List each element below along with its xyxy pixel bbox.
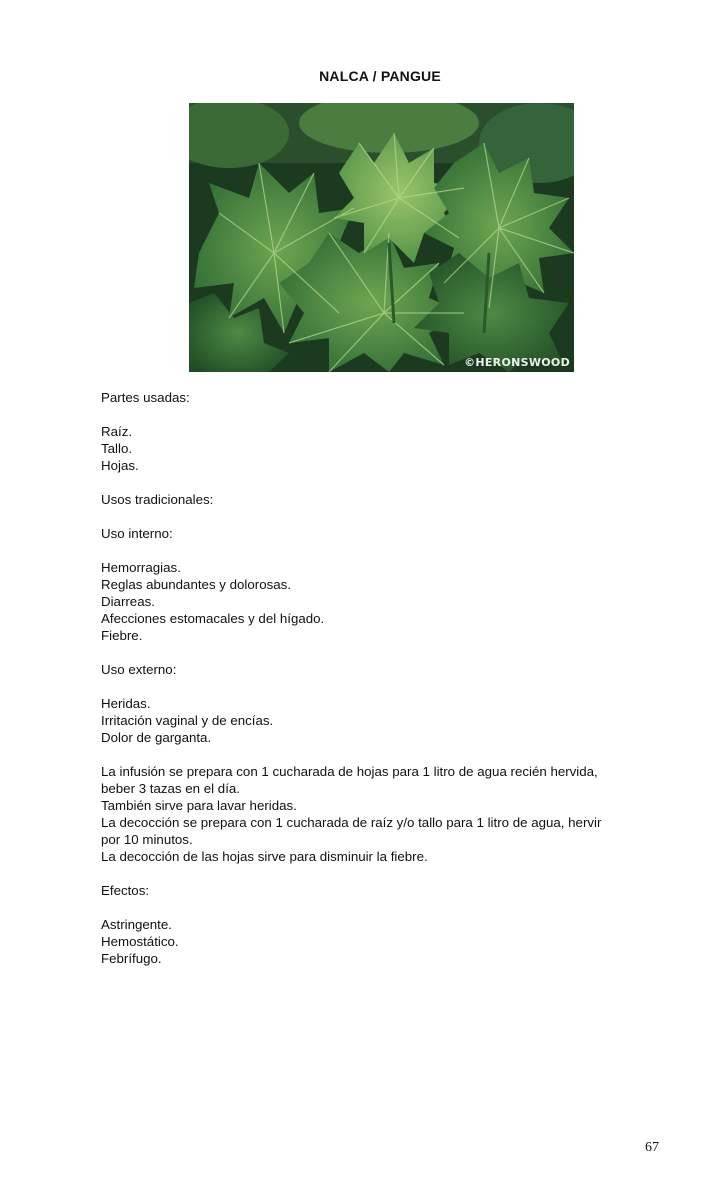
- spacer: [101, 899, 661, 916]
- spacer: [101, 746, 661, 763]
- list-item: Hojas.: [101, 458, 139, 473]
- photo-watermark: ©HERONSWOOD: [464, 356, 570, 369]
- preparation-line: por 10 minutos.: [101, 832, 193, 847]
- list-item: Hemostático.: [101, 934, 179, 949]
- preparation-line: La decocción se prepara con 1 cucharada de raíz y/o tallo para 1 litro de agua, hervir: [101, 815, 602, 830]
- plant-photo: [189, 103, 574, 372]
- list-item: Diarreas.: [101, 594, 155, 609]
- list-item: Afecciones estomacales y del hígado.: [101, 611, 325, 626]
- list-item: Heridas.: [101, 696, 151, 711]
- preparation-line: También sirve para lavar heridas.: [101, 798, 297, 813]
- list-item: Fiebre.: [101, 628, 143, 643]
- preparation-line: beber 3 tazas en el día.: [101, 781, 240, 796]
- spacer: [101, 644, 661, 661]
- list-item: Hemorragias.: [101, 560, 181, 575]
- list-item: Irritación vaginal y de encías.: [101, 713, 274, 728]
- list-item: Tallo.: [101, 441, 133, 456]
- heading-uso-externo: Uso externo:: [101, 662, 177, 677]
- nalca-leaves-illustration: [189, 103, 574, 372]
- spacer: [101, 508, 661, 525]
- spacer: [101, 474, 661, 491]
- heading-uso-interno: Uso interno:: [101, 526, 173, 541]
- spacer: [101, 406, 661, 423]
- list-item: Reglas abundantes y dolorosas.: [101, 577, 291, 592]
- page-number: 67: [645, 1140, 659, 1155]
- preparation-line: La decocción de las hojas sirve para disminuir la fiebre.: [101, 849, 428, 864]
- heading-efectos: Efectos:: [101, 883, 150, 898]
- heading-partes-usadas: Partes usadas:: [101, 390, 190, 405]
- page-content: [101, 389, 661, 967]
- list-item: Raíz.: [101, 424, 133, 439]
- spacer: [101, 865, 661, 882]
- list-item: Dolor de garganta.: [101, 730, 212, 745]
- page-title: NALCA / PANGUE: [319, 68, 441, 84]
- spacer: [101, 542, 661, 559]
- preparation-line: La infusión se prepara con 1 cucharada de hojas para 1 litro de agua recién hervida,: [101, 764, 598, 779]
- spacer: [101, 678, 661, 695]
- heading-usos-tradicionales: Usos tradicionales:: [101, 492, 214, 507]
- list-item: Febrífugo.: [101, 951, 162, 966]
- list-item: Astringente.: [101, 917, 172, 932]
